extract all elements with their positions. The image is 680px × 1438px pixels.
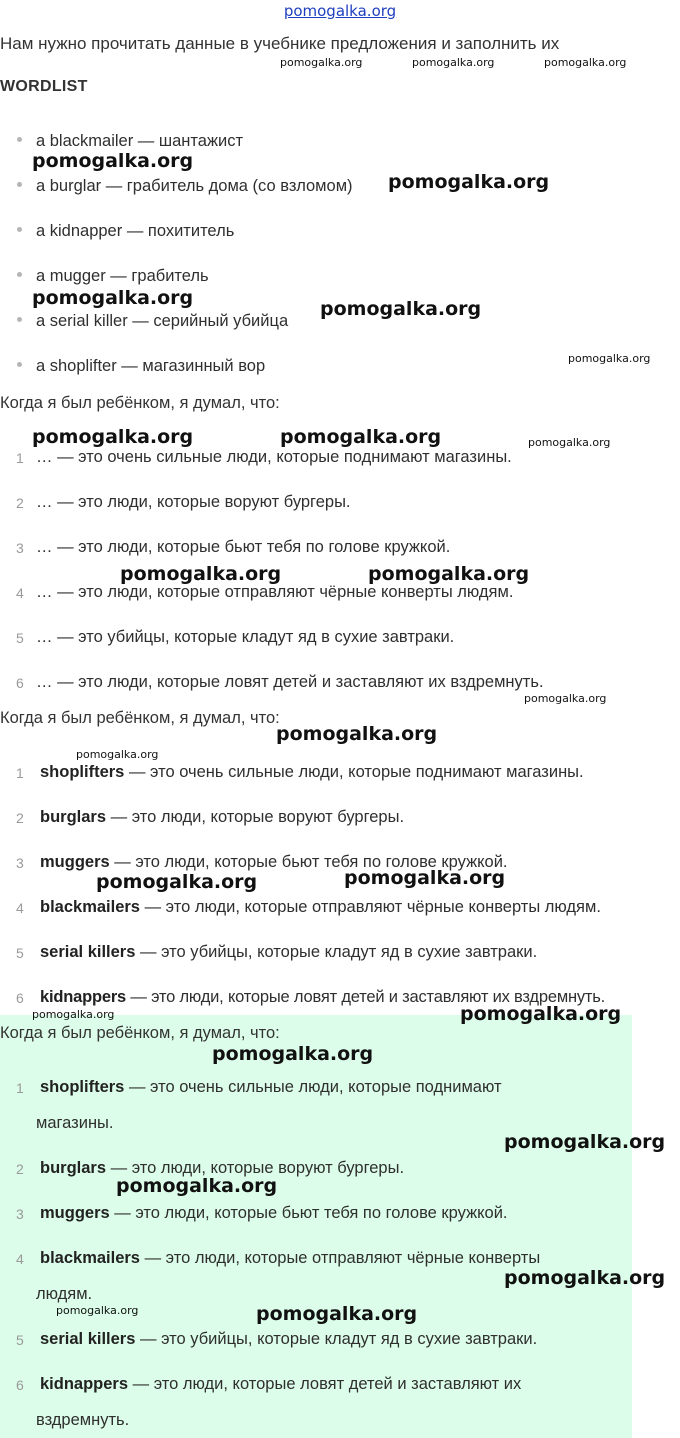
answer-word: muggers [40, 853, 110, 871]
blank-item-text: … — это люди, которые воруют бургеры. [36, 493, 351, 511]
item-number: 6 [16, 990, 24, 1006]
bullet-icon [17, 272, 22, 277]
wordlist-item [17, 357, 265, 376]
item-number: 3 [16, 1206, 24, 1222]
wordlist-item-text: a burglar — грабитель дома (со взломом) [36, 177, 353, 195]
item-number: 6 [16, 675, 24, 691]
watermark: pomogalka.org [344, 867, 506, 889]
watermark: pomogalka.org [528, 436, 611, 449]
watermark: pomogalka.org [32, 150, 194, 172]
final-item-continuation: вздремнуть. [36, 1411, 130, 1429]
wordlist-item [17, 177, 353, 196]
bullet-icon [17, 137, 22, 142]
watermark: pomogalka.org [320, 298, 482, 320]
watermark: pomogalka.org [256, 1303, 418, 1325]
answer-text: — это очень сильные люди, которые поднимают магазины. [124, 763, 584, 781]
answer-text: — это люди, которые отправляют чёрные конверты [139, 1249, 541, 1267]
watermark: pomogalka.org [32, 426, 194, 448]
answer-word: shoplifters [40, 763, 125, 781]
item-number: 3 [16, 855, 24, 871]
watermark: pomogalka.org [32, 287, 194, 309]
final-item [40, 1330, 537, 1349]
item-number: 6 [16, 1377, 24, 1393]
answer-text: — это люди, которые бьют тебя по голове кружкой. [109, 1204, 508, 1222]
watermark: pomogalka.org [524, 692, 607, 705]
item-number: 5 [16, 945, 24, 961]
watermark: pomogalka.org [280, 426, 442, 448]
blank-item-text: … — это очень сильные люди, которые поднимают магазины. [36, 448, 512, 466]
watermark: pomogalka.org [212, 1043, 374, 1065]
item-number: 4 [16, 585, 24, 601]
bullet-icon [17, 317, 22, 322]
bullet-icon [17, 362, 22, 367]
answer-item [40, 808, 404, 827]
answer-text: — это люди, которые бьют тебя по голове кружкой. [109, 853, 508, 871]
blank-item-text: … — это люди, которые отправляют чёрные конверты людям. [36, 583, 514, 601]
answer-word: serial killers [40, 943, 136, 961]
wordlist-item [17, 267, 209, 286]
answer-text: — это люди, которые ловят детей и заставляют их вздремнуть. [126, 988, 606, 1006]
wordlist-item-text: a shoplifter — магазинный вор [36, 357, 266, 375]
watermark: pomogalka.org [116, 1175, 278, 1197]
item-number: 1 [16, 765, 24, 781]
wordlist-item [17, 132, 243, 151]
item-number: 4 [16, 900, 24, 916]
watermark: pomogalka.org [56, 1304, 139, 1317]
bullet-icon [17, 227, 22, 232]
answer-word: burglars [40, 808, 107, 826]
final-item [40, 1375, 521, 1394]
wordlist-heading: WORDLIST [0, 78, 88, 95]
final-item-continuation: магазины. [36, 1114, 114, 1132]
item-number: 2 [16, 495, 24, 511]
watermark: pomogalka.org [504, 1267, 666, 1289]
answer-text: — это очень сильные люди, которые поднимают [124, 1078, 502, 1096]
watermark: pomogalka.org [76, 748, 159, 761]
blank-item-text: … — это убийцы, которые кладут яд в сухие завтраки. [36, 628, 455, 646]
item-number: 4 [16, 1251, 24, 1267]
wordlist-item-text: a kidnapper — похититель [36, 222, 235, 240]
answer-word: kidnappers [40, 988, 127, 1006]
lead-sentence: Когда я был ребёнком, я думал, что: [0, 394, 280, 412]
wordlist-item [17, 222, 234, 241]
final-item [40, 1204, 508, 1223]
watermark: pomogalka.org [120, 563, 282, 585]
wordlist-item [17, 312, 288, 331]
answer-word: serial killers [40, 1330, 136, 1348]
final-item [40, 1249, 540, 1268]
item-number: 3 [16, 540, 24, 556]
watermark: pomogalka.org [280, 56, 363, 69]
intro-text: Нам нужно прочитать данные в учебнике предложения и заполнить их [0, 34, 560, 53]
answer-text: — это люди, которые воруют бургеры. [106, 808, 405, 826]
watermark: pomogalka.org [412, 56, 495, 69]
answer-word: shoplifters [40, 1078, 125, 1096]
final-item [40, 1078, 502, 1097]
watermark: pomogalka.org [460, 1003, 622, 1025]
item-number: 1 [16, 1080, 24, 1096]
watermark: pomogalka.org [96, 871, 258, 893]
lead-sentence: Когда я был ребёнком, я думал, что: [0, 709, 280, 727]
answer-word: kidnappers [40, 1375, 129, 1393]
item-number: 2 [16, 810, 24, 826]
watermark: pomogalka.org [568, 352, 651, 365]
answer-item [40, 943, 537, 962]
answer-text: — это люди, которые отправляют чёрные конверты людям. [139, 898, 601, 916]
wordlist-item-text: a serial killer — серийный убийца [36, 312, 289, 330]
answer-item [40, 763, 584, 782]
wordlist-item-text: a blackmailer — шантажист [36, 132, 244, 150]
item-number: 2 [16, 1161, 24, 1177]
answer-word: burglars [40, 1159, 107, 1177]
lead-sentence: Когда я был ребёнком, я думал, что: [0, 1024, 280, 1042]
site-logo-link[interactable]: pomogalka.org [283, 2, 397, 20]
item-number: 5 [16, 630, 24, 646]
answer-word: blackmailers [40, 1249, 140, 1267]
answer-word: muggers [40, 1204, 110, 1222]
blank-item-text: … — это люди, которые бьют тебя по голове кружкой. [36, 538, 451, 556]
final-item-continuation: людям. [36, 1285, 93, 1303]
answer-text: — это люди, которые воруют бургеры. [106, 1159, 405, 1177]
blank-item-text: … — это люди, которые ловят детей и заставляют их вздремнуть. [36, 673, 544, 691]
answer-text: — это убийцы, которые кладут яд в сухие завтраки. [135, 1330, 538, 1348]
watermark: pomogalka.org [504, 1131, 666, 1153]
wordlist-item-text: a mugger — грабитель [36, 267, 209, 285]
watermark: pomogalka.org [276, 723, 438, 745]
answer-text: — это убийцы, которые кладут яд в сухие завтраки. [135, 943, 538, 961]
watermark: pomogalka.org [388, 171, 550, 193]
item-number: 5 [16, 1332, 24, 1348]
watermark: pomogalka.org [32, 1008, 115, 1021]
answer-item [40, 898, 601, 917]
item-number: 1 [16, 450, 24, 466]
watermark: pomogalka.org [368, 563, 530, 585]
bullet-icon [17, 182, 22, 187]
answer-word: blackmailers [40, 898, 140, 916]
answer-text: — это люди, которые ловят детей и заставляют их [128, 1375, 522, 1393]
watermark: pomogalka.org [544, 56, 627, 69]
